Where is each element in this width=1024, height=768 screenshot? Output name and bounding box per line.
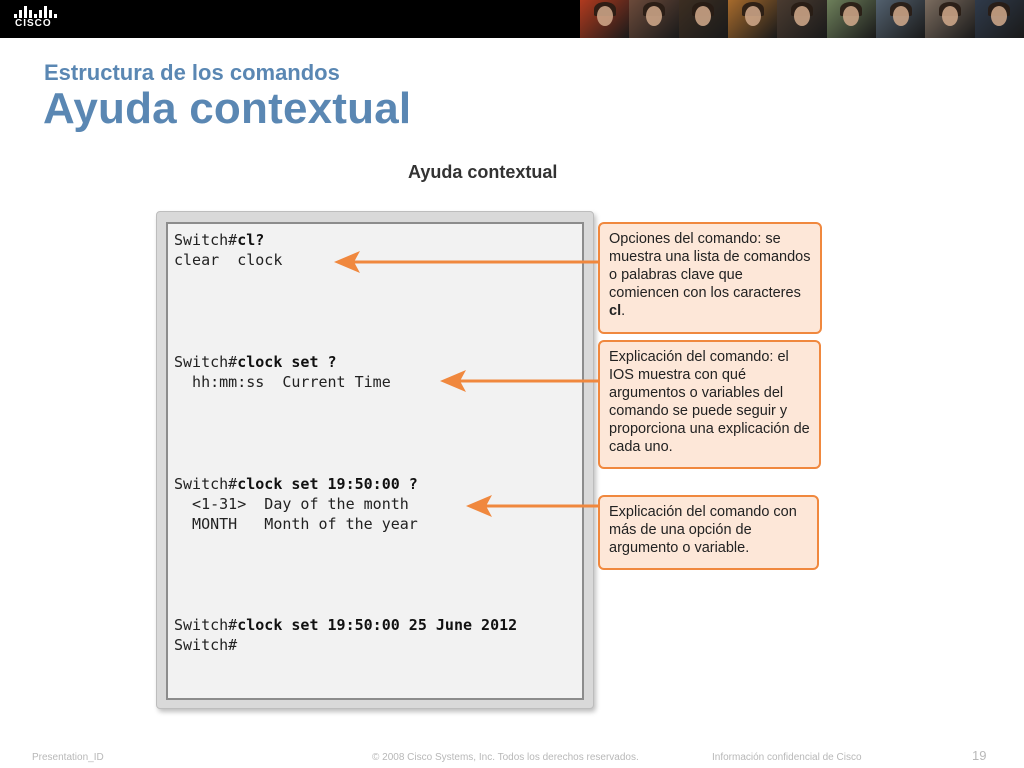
- person-face: [794, 6, 810, 26]
- header-photo: [580, 0, 629, 38]
- page-number: 19: [972, 748, 987, 763]
- person-face: [843, 6, 859, 26]
- terminal-command: clock set 19:50:00 ?: [237, 475, 418, 493]
- cisco-logo-bars-icon: [14, 6, 58, 18]
- terminal-prompt: Switch#: [174, 231, 238, 249]
- terminal-line-1: [174, 230, 264, 250]
- terminal-line-3: [174, 474, 418, 494]
- header-photo: [728, 0, 777, 38]
- header-photo: [925, 0, 974, 38]
- footer-presentation-id: Presentation_ID: [32, 752, 104, 763]
- callout-text: Opciones del comando: se muestra una lista de comandos o palabras clave que comiencen con los caracteres: [609, 231, 811, 301]
- terminal-command: cl?: [237, 231, 265, 249]
- callout-text-end: .: [621, 303, 626, 319]
- header-photo-strip: [580, 0, 1024, 38]
- person-face: [745, 6, 761, 26]
- cisco-logo-text: CISCO: [15, 18, 52, 29]
- header-photo: [777, 0, 826, 38]
- header-photo: [827, 0, 876, 38]
- slide-subtitle: Estructura de los comandos: [44, 60, 340, 85]
- person-face: [991, 6, 1007, 26]
- person-face: [893, 6, 909, 26]
- header-photo: [975, 0, 1024, 38]
- arrow-left-icon: [330, 245, 602, 279]
- callout-command-explanation: [598, 340, 821, 469]
- terminal-output: hh:mm:ss Current Time: [174, 373, 391, 391]
- callout-text: Explicación del comando con más de una opción de argumento o variable.: [609, 504, 797, 556]
- header-photo: [876, 0, 925, 38]
- terminal-output: <1-31> Day of the month: [174, 495, 409, 513]
- top-banner: [0, 0, 1024, 38]
- terminal-prompt: Switch#: [174, 353, 238, 371]
- terminal-line-2: [174, 352, 337, 372]
- terminal-output: MONTH Month of the year: [174, 515, 418, 533]
- person-face: [646, 6, 662, 26]
- header-photo: [629, 0, 678, 38]
- arrow-left-icon: [436, 364, 602, 398]
- person-face: [597, 6, 613, 26]
- terminal-output: Switch#: [174, 636, 238, 654]
- footer-copyright: © 2008 Cisco Systems, Inc. Todos los derechos reservados.: [372, 752, 639, 763]
- arrow-left-icon: [462, 489, 602, 523]
- terminal-line-4: [174, 615, 517, 635]
- terminal-prompt: Switch#: [174, 616, 238, 634]
- figure-title: Ayuda contextual: [408, 162, 558, 182]
- terminal-command: clock set 19:50:00 25 June 2012: [237, 616, 518, 634]
- terminal-command: clock set ?: [237, 353, 337, 371]
- terminal-prompt: Switch#: [174, 475, 238, 493]
- footer-confidential: Información confidencial de Cisco: [712, 752, 862, 763]
- terminal-output: clear clock: [174, 251, 283, 269]
- slide-title: Ayuda contextual: [43, 84, 412, 133]
- callout-command-options: [598, 222, 822, 334]
- callout-bold-text: cl: [609, 303, 622, 319]
- cisco-logo: [12, 6, 60, 32]
- callout-text: Explicación del comando: el IOS muestra con qué argumentos o variables del comando se puede seguir y proporciona una explicación de cada uno.: [609, 349, 810, 455]
- header-photo: [679, 0, 728, 38]
- person-face: [695, 6, 711, 26]
- person-face: [942, 6, 958, 26]
- callout-multiple-options: [598, 495, 819, 570]
